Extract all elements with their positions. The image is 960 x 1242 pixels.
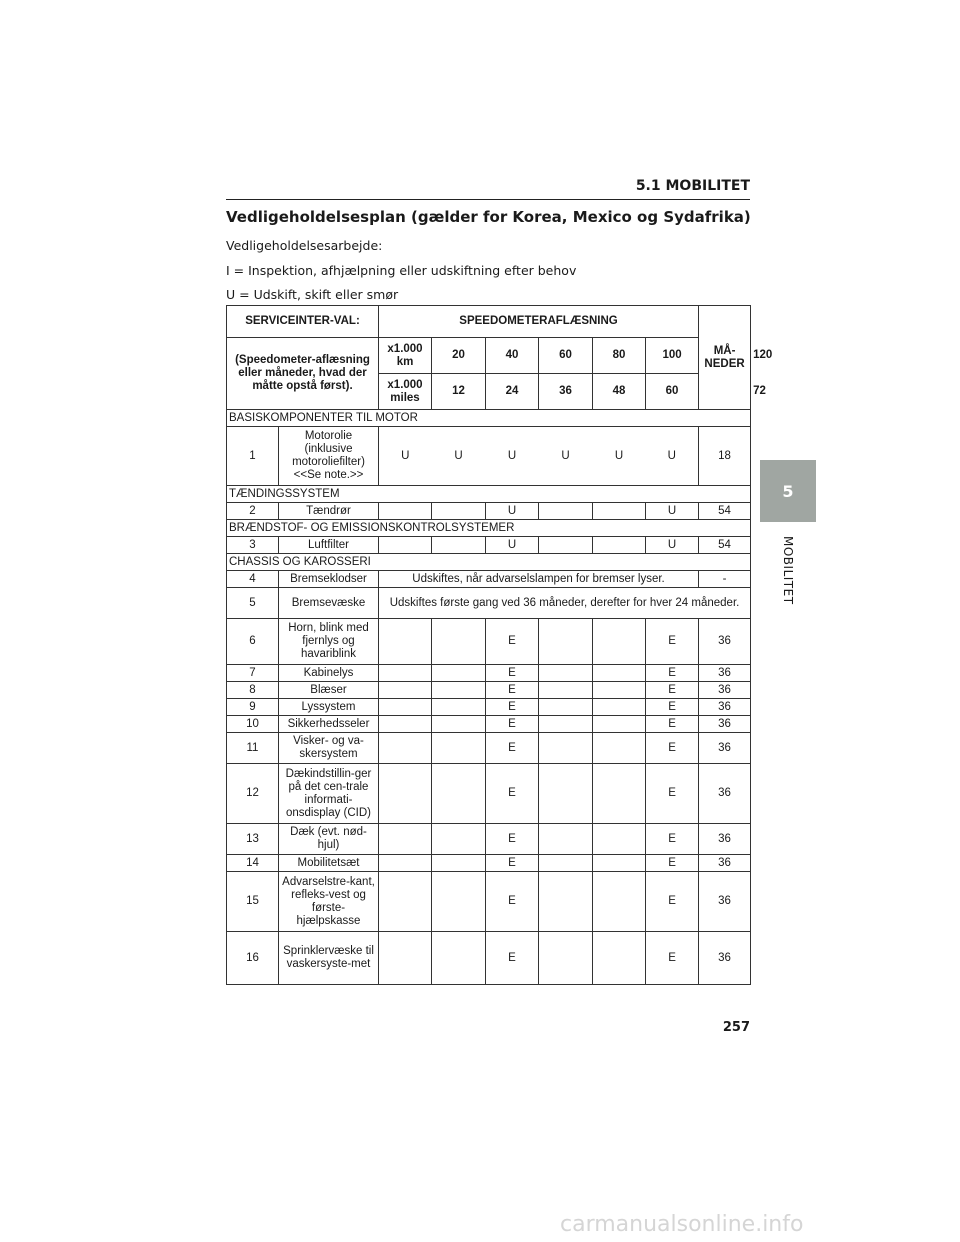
header-km-80: 80 xyxy=(593,338,646,374)
row-item: Horn, blink med fjernlys og havariblink xyxy=(279,619,379,665)
cell-40: U xyxy=(432,427,486,486)
cell-120: E xyxy=(646,872,699,932)
cell-100 xyxy=(593,764,646,824)
row-item: Tændrør xyxy=(279,503,379,520)
header-miles-36: 36 xyxy=(539,374,593,410)
cell-20 xyxy=(379,855,432,872)
cell-40 xyxy=(432,824,486,855)
section-ignition: TÆNDINGSSYSTEM xyxy=(227,486,751,503)
cell-20 xyxy=(379,824,432,855)
row-item: Luftfilter xyxy=(279,537,379,554)
cell-months: - xyxy=(699,571,751,588)
section-chassis: CHASSIS OG KAROSSERI xyxy=(227,554,751,571)
cell-120: E xyxy=(646,716,699,733)
section-fuel: BRÆNDSTOF- OG EMISSIONSKONTROLSYSTEMER xyxy=(227,520,751,537)
cell-months: 54 xyxy=(699,503,751,520)
header-miles-48: 48 xyxy=(593,374,646,410)
cell-20 xyxy=(379,872,432,932)
intro-line-1: Vedligeholdelsesarbejde: xyxy=(226,238,383,253)
header-months: MÅ-NEDER xyxy=(699,306,751,410)
watermark: carmanualsonline.info xyxy=(560,1212,804,1237)
cell-40 xyxy=(432,503,486,520)
cell-months: 36 xyxy=(699,665,751,682)
cell-20 xyxy=(379,665,432,682)
cell-120: E xyxy=(646,764,699,824)
cell-months: 18 xyxy=(699,427,751,486)
cell-40 xyxy=(432,619,486,665)
cell-months: 36 xyxy=(699,733,751,764)
row-item: Visker- og va-skersystem xyxy=(279,733,379,764)
row-number: 9 xyxy=(227,699,279,716)
header-miles-60: 60 xyxy=(646,374,699,410)
cell-100 xyxy=(593,537,646,554)
header-km-20: 20 xyxy=(432,338,486,374)
cell-20 xyxy=(379,682,432,699)
cell-months: 36 xyxy=(699,855,751,872)
cell-80 xyxy=(539,537,593,554)
cell-80: U xyxy=(539,427,593,486)
cell-80 xyxy=(539,716,593,733)
cell-120: E xyxy=(646,619,699,665)
cell-40 xyxy=(432,682,486,699)
cell-60: E xyxy=(486,699,539,716)
header-km-100: 100 xyxy=(646,338,699,374)
cell-120: E xyxy=(646,682,699,699)
cell-60: E xyxy=(486,733,539,764)
cell-months: 36 xyxy=(699,824,751,855)
header-miles-unit: x1.000 miles xyxy=(379,374,432,410)
cell-40 xyxy=(432,716,486,733)
cell-100 xyxy=(593,716,646,733)
cell-40 xyxy=(432,872,486,932)
row-item: Dækindstillin-ger på det cen-trale informati-onsdisplay (CID) xyxy=(279,764,379,824)
page-title: Vedligeholdelsesplan (gælder for Korea, Mexico og Sydafrika) xyxy=(226,208,751,226)
chapter-tab: 5 xyxy=(760,460,816,522)
row-number: 16 xyxy=(227,932,279,985)
header-miles-12: 12 xyxy=(432,374,486,410)
cell-40 xyxy=(432,733,486,764)
row-item: Kabinelys xyxy=(279,665,379,682)
cell-80 xyxy=(539,699,593,716)
header-divider xyxy=(226,199,750,200)
cell-80 xyxy=(539,764,593,824)
cell-months: 36 xyxy=(699,619,751,665)
header-reading-note: (Speedometer-aflæsning eller måneder, hvad der måtte opstå først). xyxy=(227,338,379,410)
row-item: Dæk (evt. nød-hjul) xyxy=(279,824,379,855)
cell-100 xyxy=(593,824,646,855)
row-note: Udskiftes første gang ved 36 måneder, derefter for hver 24 måneder. xyxy=(379,588,751,619)
cell-100 xyxy=(593,932,646,985)
row-number: 4 xyxy=(227,571,279,588)
cell-120: E xyxy=(646,733,699,764)
cell-100 xyxy=(593,872,646,932)
section-header: 5.1 MOBILITET xyxy=(635,178,750,194)
cell-20 xyxy=(379,764,432,824)
cell-120: U xyxy=(646,503,699,520)
row-item: Lyssystem xyxy=(279,699,379,716)
cell-100 xyxy=(593,855,646,872)
row-number: 5 xyxy=(227,588,279,619)
cell-100: U xyxy=(593,427,646,486)
row-item: Bremsevæske xyxy=(279,588,379,619)
cell-100 xyxy=(593,619,646,665)
cell-60: U xyxy=(486,537,539,554)
cell-40 xyxy=(432,764,486,824)
cell-80 xyxy=(539,824,593,855)
cell-60: E xyxy=(486,764,539,824)
section-engine: BASISKOMPONENTER TIL MOTOR xyxy=(227,410,751,427)
cell-months: 36 xyxy=(699,764,751,824)
row-number: 13 xyxy=(227,824,279,855)
row-number: 3 xyxy=(227,537,279,554)
row-item: Blæser xyxy=(279,682,379,699)
cell-80 xyxy=(539,682,593,699)
cell-60: E xyxy=(486,872,539,932)
cell-months: 36 xyxy=(699,716,751,733)
cell-20 xyxy=(379,932,432,985)
cell-60: E xyxy=(486,855,539,872)
cell-60: E xyxy=(486,665,539,682)
row-number: 12 xyxy=(227,764,279,824)
cell-60: E xyxy=(486,824,539,855)
intro-line-2: I = Inspektion, afhjælpning eller udskiftning efter behov xyxy=(226,263,577,278)
cell-20 xyxy=(379,733,432,764)
cell-20 xyxy=(379,503,432,520)
row-number: 8 xyxy=(227,682,279,699)
cell-120: E xyxy=(646,855,699,872)
row-number: 10 xyxy=(227,716,279,733)
cell-40 xyxy=(432,665,486,682)
cell-months: 36 xyxy=(699,872,751,932)
row-number: 11 xyxy=(227,733,279,764)
cell-months: 36 xyxy=(699,699,751,716)
cell-20: U xyxy=(379,427,432,486)
row-number: 7 xyxy=(227,665,279,682)
row-number: 15 xyxy=(227,872,279,932)
row-number: 6 xyxy=(227,619,279,665)
maintenance-table: SERVICEINTER-VAL: SPEEDOMETERAFLÆSNING MÅ-NEDER (Speedometer-aflæsning eller måneder, hvad der måtte opstå først). x1.000 km 20 40 60 80 100 120 x1.000 miles 12 24 36 48 60 72 BASISKOMPONENTER TIL MOTOR 1 Motorolie (inklusive motoroliefilter) <<Se note.>> U U U U U U 18 TÆNDINGSSYSTEM 2 Tændrør U U 54 BRÆNDSTOF- OG EMISSIONSKONTROLSYSTEMER 3 Luftfilter U U 54 CHASSIS OG KAROSSERI 4 Bremseklodser Udskiftes, når advarselslampen for bremser lyser. - 5 Bremsevæske Udskiftes første gang ved 36 måneder, derefter for hver 24 måneder. 6 Horn, blink med fjernlys og havariblink E E 36 7 Kabinelys E E 36 8 Blæser E E 36 9 Lyssystem E E 36 10 Sikkerhedsseler E E 36 11 Visker- og va-skersystem E E 36 12 Dækindstillin-ger på det cen-trale informati-onsdisplay (CID) E E 36 13 Dæk (evt. nød-hjul) E E 36 14 Mobilitetsæt E E 36 15 Advarselstre-kant, refleks-vest og første-hjælpskasse E E 36 16 Sprinklervæske til vaskersyste-met E E 36 xyxy=(226,305,751,985)
row-item: Advarselstre-kant, refleks-vest og første-hjælpskasse xyxy=(279,872,379,932)
cell-80 xyxy=(539,733,593,764)
page-number: 257 xyxy=(722,1020,750,1035)
cell-80 xyxy=(539,503,593,520)
cell-40 xyxy=(432,855,486,872)
row-number: 14 xyxy=(227,855,279,872)
cell-100 xyxy=(593,503,646,520)
cell-80 xyxy=(539,872,593,932)
cell-60: E xyxy=(486,682,539,699)
header-km-unit: x1.000 km xyxy=(379,338,432,374)
cell-120: E xyxy=(646,932,699,985)
cell-40 xyxy=(432,537,486,554)
cell-40 xyxy=(432,932,486,985)
cell-months: 36 xyxy=(699,682,751,699)
cell-120: E xyxy=(646,824,699,855)
cell-80 xyxy=(539,619,593,665)
cell-20 xyxy=(379,699,432,716)
cell-120: U xyxy=(646,427,699,486)
header-km-40: 40 xyxy=(486,338,539,374)
header-speedometer: SPEEDOMETERAFLÆSNING xyxy=(379,306,699,338)
cell-40 xyxy=(432,699,486,716)
row-number: 2 xyxy=(227,503,279,520)
chapter-side-label: MOBILITET xyxy=(781,536,795,605)
cell-60: U xyxy=(486,427,539,486)
cell-60: U xyxy=(486,503,539,520)
cell-months: 36 xyxy=(699,932,751,985)
cell-months: 54 xyxy=(699,537,751,554)
cell-100 xyxy=(593,682,646,699)
cell-20 xyxy=(379,619,432,665)
row-item: Sprinklervæske til vaskersyste-met xyxy=(279,932,379,985)
cell-60: E xyxy=(486,932,539,985)
row-note: Udskiftes, når advarselslampen for bremser lyser. xyxy=(379,571,699,588)
row-item: Sikkerhedsseler xyxy=(279,716,379,733)
row-item: Mobilitetsæt xyxy=(279,855,379,872)
cell-120: E xyxy=(646,699,699,716)
cell-100 xyxy=(593,665,646,682)
intro-line-3: U = Udskift, skift eller smør xyxy=(226,287,399,302)
cell-120: U xyxy=(646,537,699,554)
header-km-60: 60 xyxy=(539,338,593,374)
header-miles-24: 24 xyxy=(486,374,539,410)
cell-80 xyxy=(539,855,593,872)
cell-20 xyxy=(379,716,432,733)
cell-80 xyxy=(539,932,593,985)
cell-100 xyxy=(593,699,646,716)
row-item: Motorolie (inklusive motoroliefilter) <<Se note.>> xyxy=(279,427,379,486)
cell-60: E xyxy=(486,619,539,665)
cell-60: E xyxy=(486,716,539,733)
header-service-interval: SERVICEINTER-VAL: xyxy=(227,306,379,338)
cell-80 xyxy=(539,665,593,682)
cell-100 xyxy=(593,733,646,764)
row-item: Bremseklodser xyxy=(279,571,379,588)
cell-20 xyxy=(379,537,432,554)
cell-120: E xyxy=(646,665,699,682)
row-number: 1 xyxy=(227,427,279,486)
